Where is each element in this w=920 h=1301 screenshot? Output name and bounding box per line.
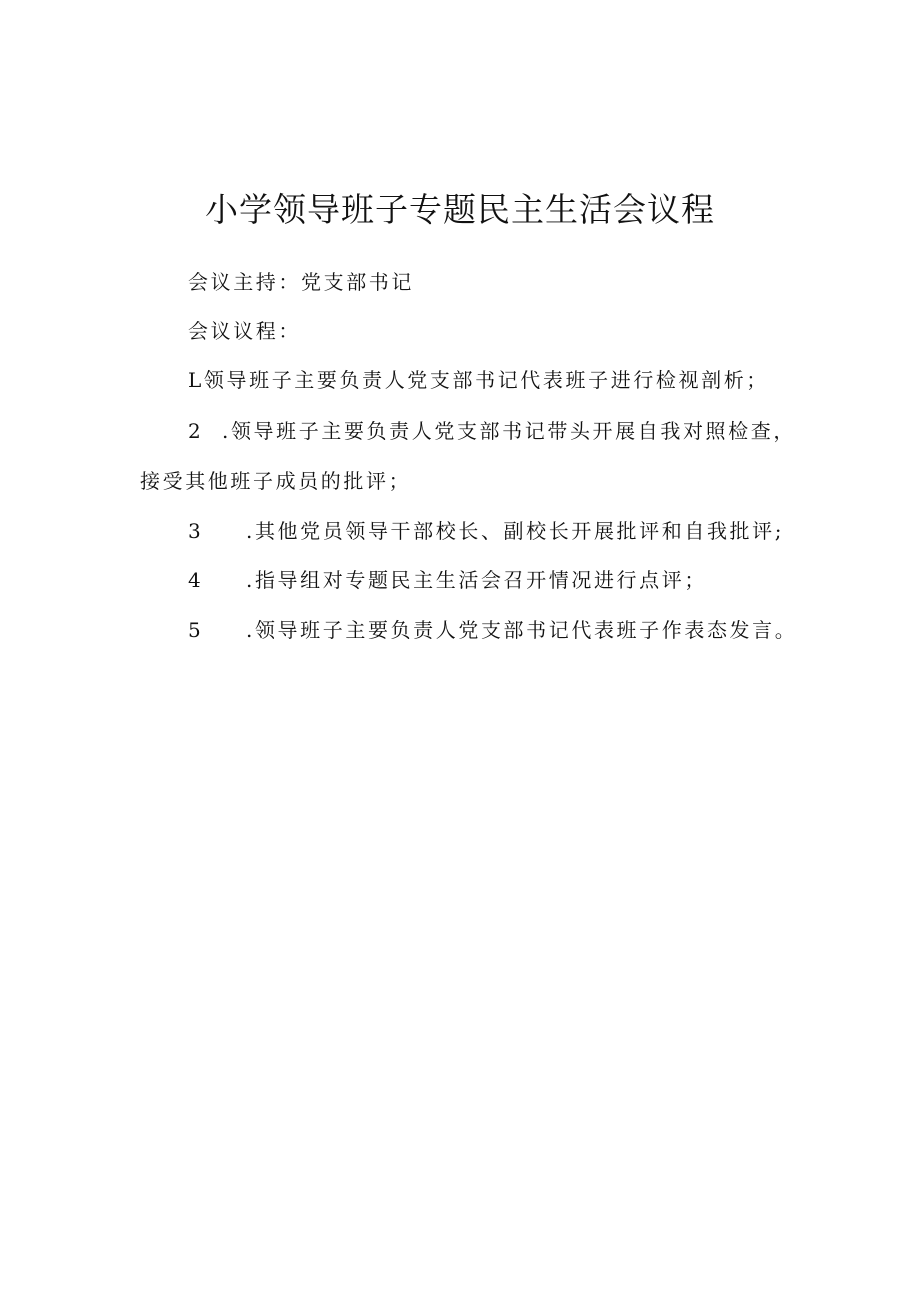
- agenda-item-text: 领导班子主要负责人党支部书记代表班子进行检视剖析；: [203, 368, 769, 392]
- agenda-heading: 会议议程：: [188, 319, 301, 343]
- agenda-item-text: .领导班子主要负责人党支部书记代表班子作表态发言。: [246, 618, 798, 642]
- agenda-item-text: .其他党员领导干部校长、副校长开展批评和自我批评;: [246, 519, 785, 543]
- agenda-item-number: 5: [188, 618, 204, 642]
- agenda-item-3: [188, 521, 784, 541]
- agenda-item-text: .领导班子主要负责人党支部书记带头开展自我对照检查，: [222, 419, 796, 443]
- agenda-item-number: 2: [188, 419, 204, 443]
- agenda-item-5: [188, 620, 797, 640]
- agenda-item-number: L: [188, 368, 204, 392]
- agenda-item-number: 3: [188, 519, 204, 543]
- agenda-item-2-continuation: 接受其他班子成员的批评；: [140, 469, 412, 493]
- agenda-item-number: 4: [188, 568, 204, 592]
- agenda-item-4: [188, 570, 707, 590]
- agenda-item-2: [188, 421, 796, 441]
- agenda-item-text: .指导组对专题民主生活会召开情况进行点评；: [246, 568, 707, 592]
- host-line: 会议主持：党支部书记: [188, 270, 414, 294]
- document-title: 小学领导班子专题民主生活会议程: [205, 190, 715, 230]
- agenda-item-1: [188, 370, 769, 390]
